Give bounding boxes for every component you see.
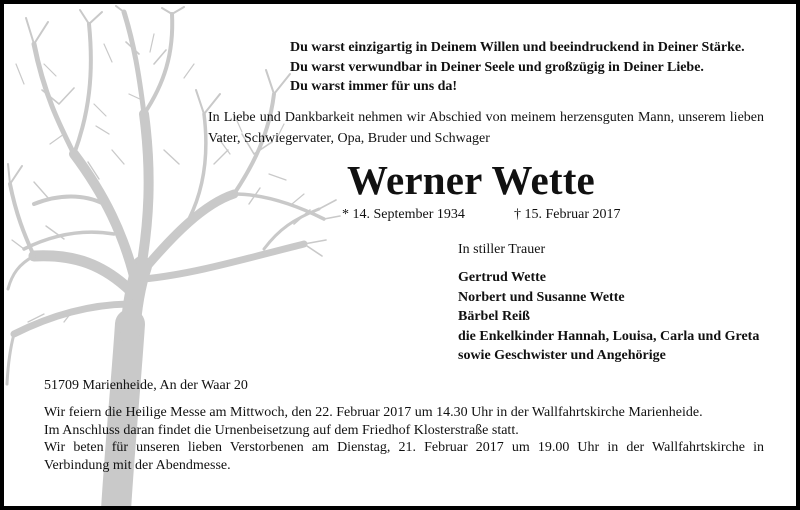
- service-line: Wir feiern die Heilige Messe am Mittwoch, den 22. Februar 2017 um 14.30 Uhr in der Wallfahrtskirche Marienheide.: [44, 405, 703, 420]
- deceased-name: Werner Wette: [347, 157, 595, 203]
- service-line: Im Anschluss daran findet die Urnenbeisetzung auf dem Friedhof Klosterstraße statt.: [44, 422, 519, 438]
- mourning-heading: In stiller Trauer: [458, 242, 546, 257]
- mourners-list: [458, 268, 759, 366]
- poem-line: Du warst immer für uns da!: [290, 79, 458, 94]
- mourner-name: Norbert und Susanne Wette: [458, 289, 625, 305]
- birth-date: * 14. September 1934: [342, 207, 465, 222]
- service-line: Wir beten für unseren lieben Verstorbenen am Dienstag, 21. Februar 2017 um 19.00 Uhr in der Wallfahrtskirche in: [44, 440, 764, 455]
- service-line: Verbindung mit der Abendmesse.: [44, 457, 231, 473]
- poem-line: Du warst verwundbar in Deiner Seele und großzügig in Deiner Liebe.: [290, 59, 704, 75]
- death-date: † 15. Februar 2017: [514, 207, 621, 222]
- service-details: [44, 404, 764, 474]
- mourner-name: Bärbel Reiß: [458, 309, 530, 324]
- poem-verse: [290, 38, 745, 97]
- mourner-name: Gertrud Wette: [458, 270, 546, 285]
- mourner-name: die Enkelkinder Hannah, Louisa, Carla und Greta: [458, 328, 760, 344]
- intro-text: In Liebe und Dankbarkeit nehmen wir Abschied von meinem herzensguten Mann, unserem lieben Vater, Schwiegervater, Opa, Bruder und Schwager: [208, 110, 764, 146]
- family-address: 51709 Marienheide, An der Waar 20: [44, 378, 248, 393]
- mourner-name: sowie Geschwister und Angehörige: [458, 348, 666, 363]
- poem-line: Du warst einzigartig in Deinem Willen und beeindruckend in Deiner Stärke.: [290, 40, 745, 55]
